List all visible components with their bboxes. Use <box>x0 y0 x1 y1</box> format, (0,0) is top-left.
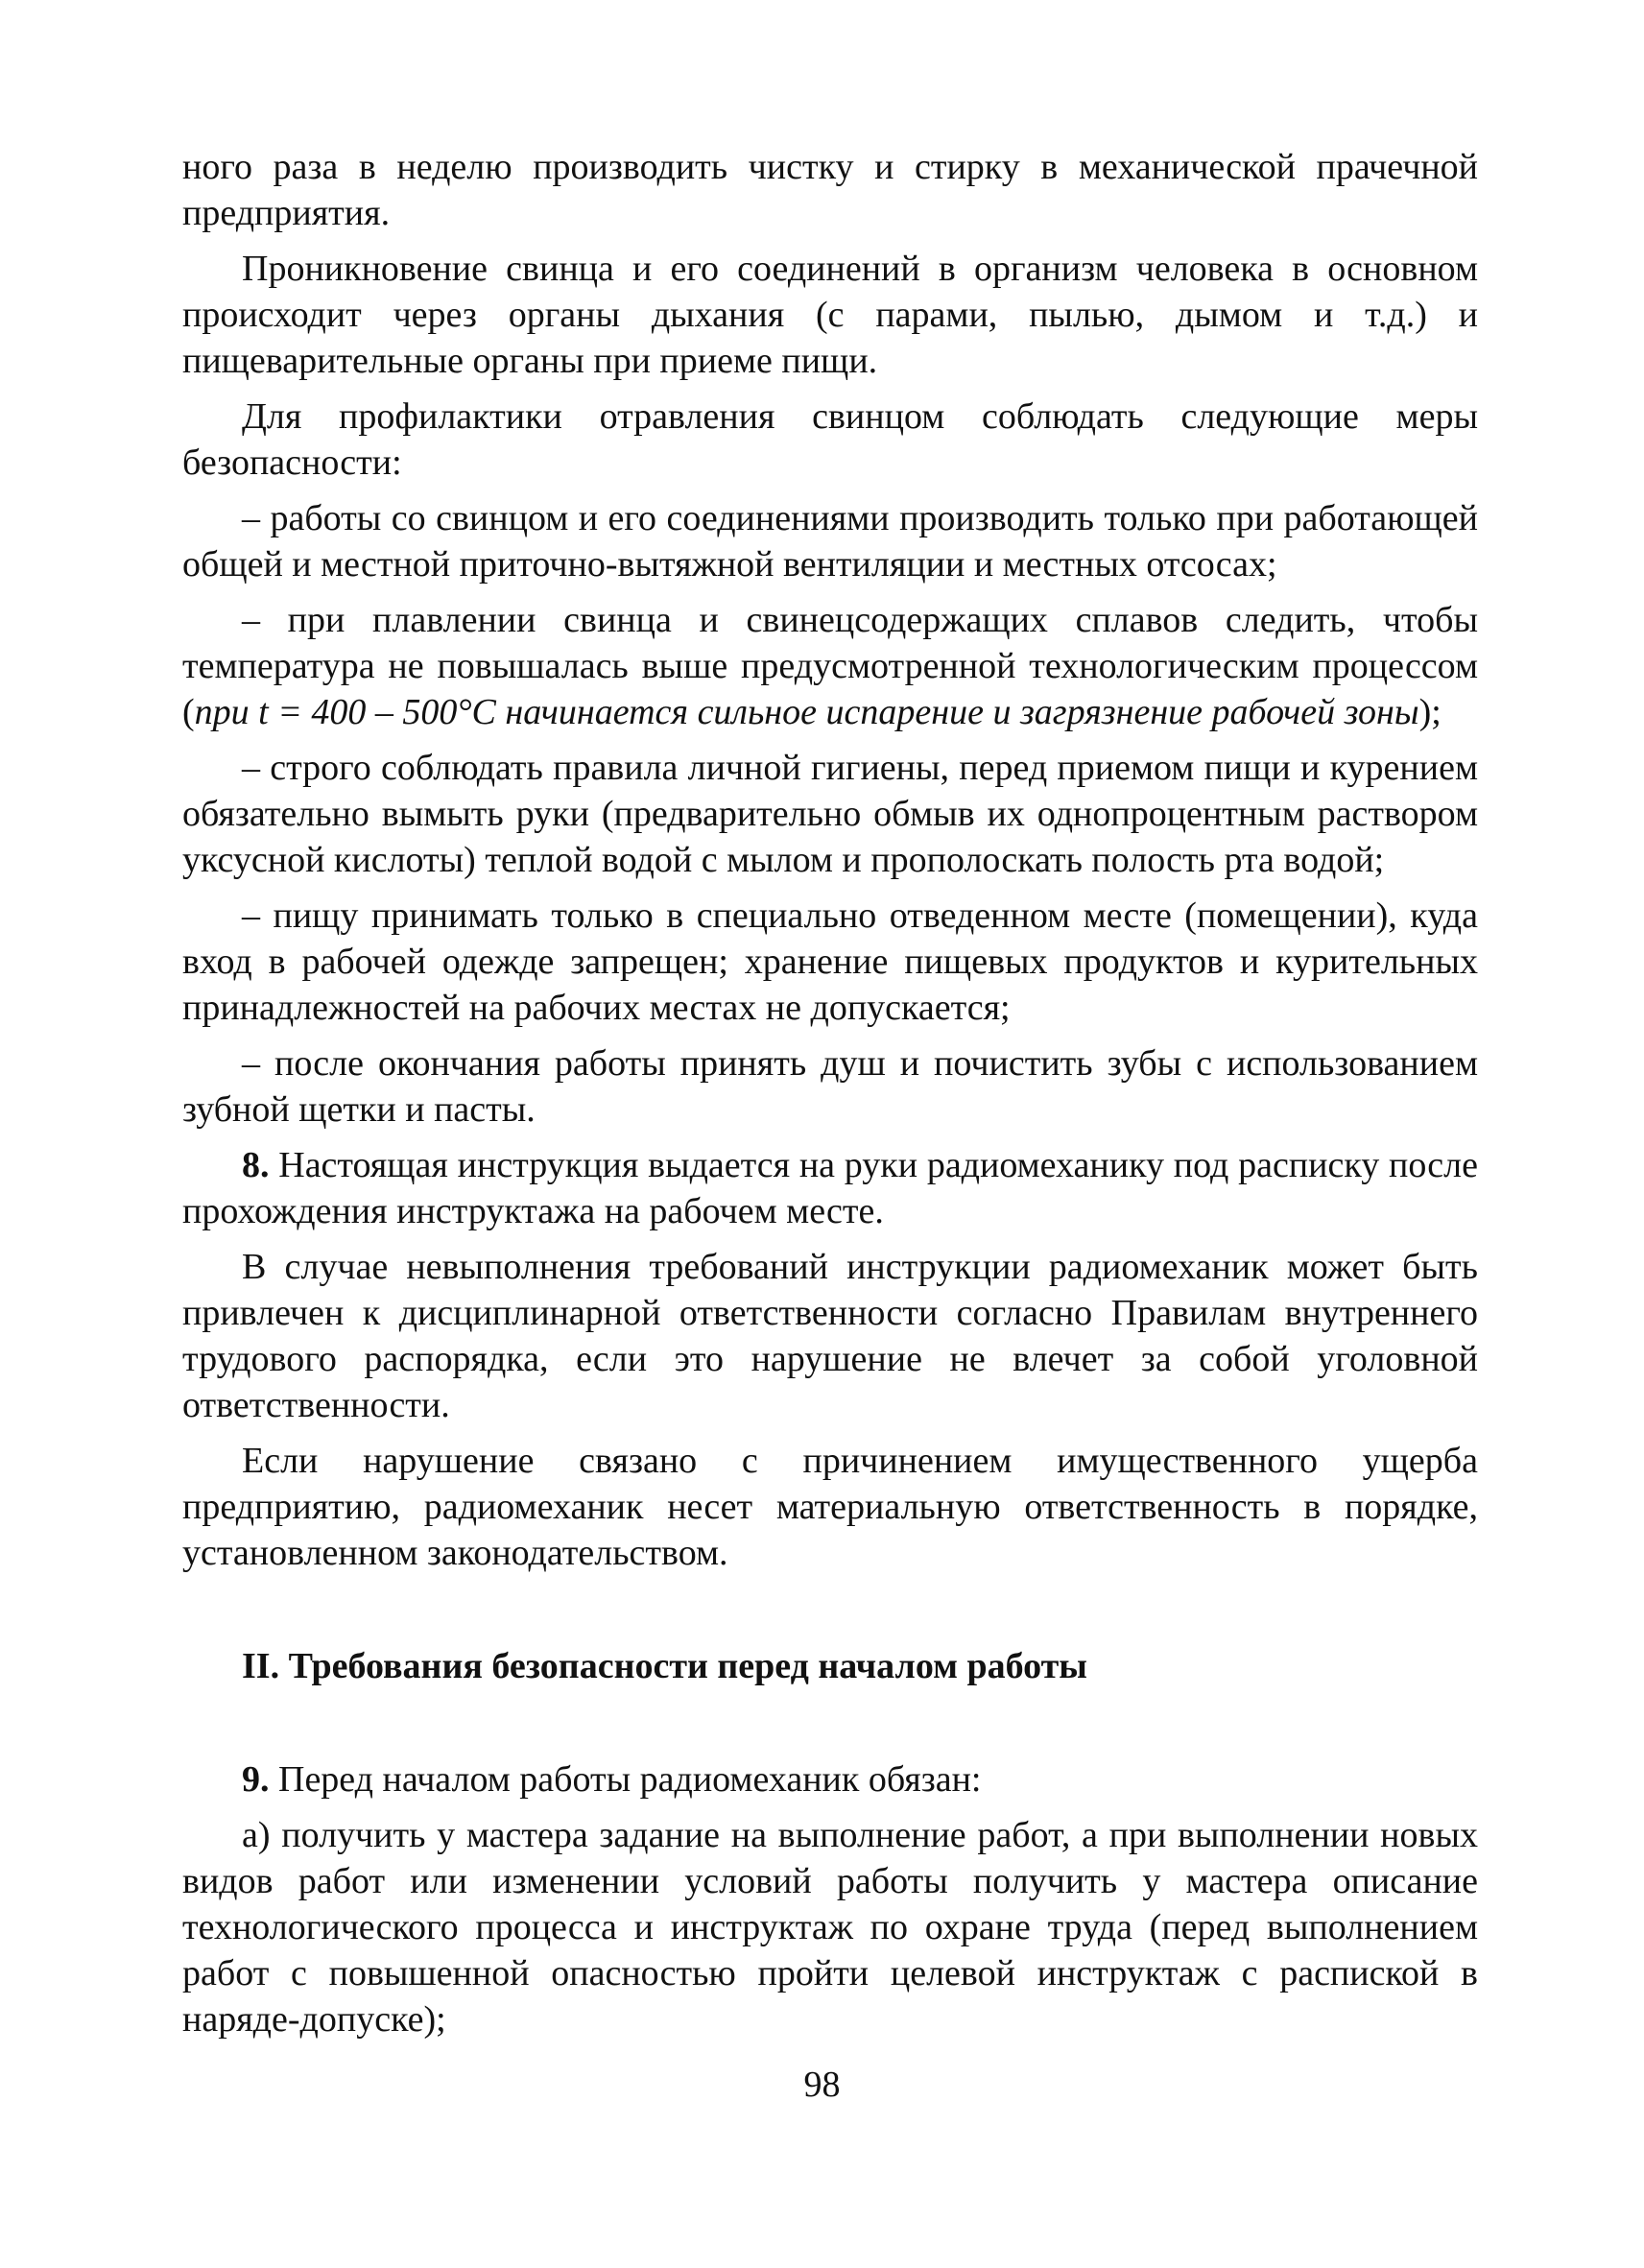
list-item-get-task: а) получить у мастера задание на выполнение работ, а при выполнении новых видов работ или изменении условий работы получить у мастера описание технологического процесса и инструктаж по охране труда (перед выполнением работ с повышенной опасностью пройти целевой инструктаж с распиской в наряде-допуске); <box>182 1815 1478 2040</box>
paragraph-lead-penetration: Проникновение свинца и его соединений в организм человека в основном происходит через органы дыхания (с парами, пылью, дымом и т.д.) и пищеварительные органы при приеме пищи. <box>182 249 1478 381</box>
melting-text: – при плавлении свинца и свинецсодержащих сплавов следить, чтобы температура не повышалась выше предусмотренной технологическим процессом ( <box>182 600 1478 732</box>
section-heading: II. Требования безопасности перед началом работы <box>242 1646 1087 1686</box>
paragraph-laundry: ного раза в неделю производить чистку и стирку в механической прачечной предприятия. <box>182 147 1478 233</box>
list-item-ventilation: – работы со свинцом и его соединениями производить только при работающей общей и местной приточно-вытяжной вентиляции и местных отсосах; <box>182 498 1478 585</box>
document-page <box>182 144 1478 2042</box>
paragraph-before-work <box>182 1756 1478 1802</box>
paragraph-instruction-issue <box>182 1142 1478 1234</box>
item-number-8: 8. <box>242 1145 270 1185</box>
list-item-shower: – после окончания работы принять душ и почистить зубы с использованием зубной щетки и пасты. <box>182 1043 1478 1130</box>
instruction-issue-text: Настоящая инструкция выдается на руки радиомеханику под расписку после прохождения инструктажа на рабочем месте. <box>182 1145 1478 1231</box>
melting-text-end: ); <box>1418 692 1441 732</box>
item-number-9: 9. <box>242 1759 270 1800</box>
paragraph-prevention-intro: Для профилактики отравления свинцом соблюдать следующие меры безопасности: <box>182 396 1478 483</box>
paragraph-disciplinary: В случае невыполнения требований инструкции радиомеханик может быть привлечен к дисциплинарной ответственности согласно Правилам внутреннего трудового распорядка, если это нарушение не влечет за собой уголовной ответственности. <box>182 1247 1478 1425</box>
paragraph-material-liability: Если нарушение связано с причинением имущественного ущерба предприятию, радиомеханик несет материальную ответственность в порядке, установленном законодательством. <box>182 1441 1478 1573</box>
list-item-food: – пищу принимать только в специально отведенном месте (помещении), куда вход в рабочей одежде запрещен; хранение пищевых продуктов и курительных принадлежностей на рабочих местах не допускается; <box>182 895 1478 1028</box>
list-item-hygiene: – строго соблюдать правила личной гигиены, перед приемом пищи и курением обязательно вымыть руки (предварительно обмыв их однопроцентным раствором уксусной кислоты) теплой водой с мылом и прополоскать полость рта водой; <box>182 748 1478 880</box>
list-item-melting-temperature <box>182 597 1478 735</box>
melting-italic-note: при t = 400 – 500°С начинается сильное испарение и загрязнение рабочей зоны <box>194 692 1419 732</box>
before-work-text: Перед началом работы радиомеханик обязан: <box>269 1759 982 1800</box>
page-number: 98 <box>803 2065 841 2105</box>
